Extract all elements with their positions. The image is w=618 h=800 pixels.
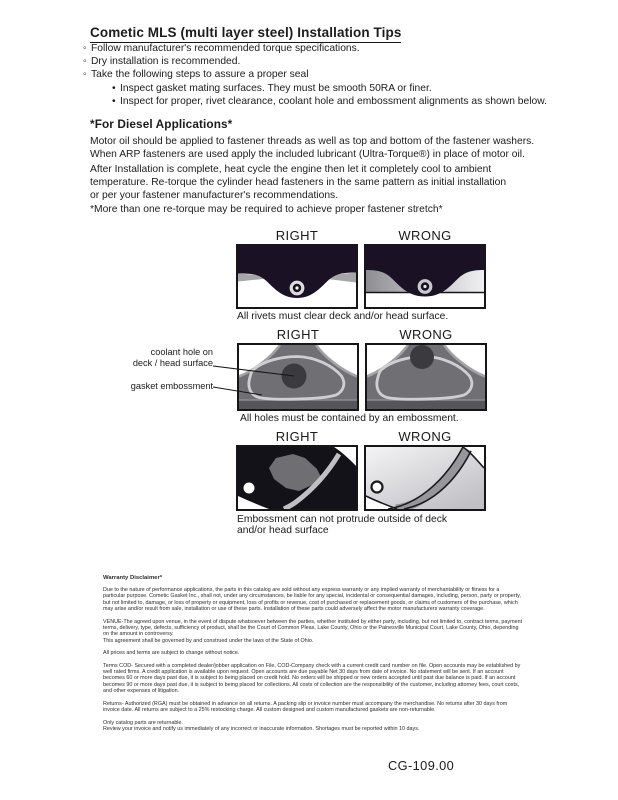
tip-text: Inspect gasket mating surfaces. They must be smooth 50RA or finer. (120, 82, 432, 94)
open-bullet-icon: ◦ (83, 69, 87, 81)
text-line: or per your fastener manufacturer's recommendations. (90, 190, 339, 201)
diesel-paragraph-2 (90, 163, 506, 202)
open-bullet-icon: ◦ (83, 43, 87, 54)
legal-paragraph: This agreement shall be governed by and construed under the laws of the State of Ohio. (103, 637, 314, 644)
text-line: temperature. Re-torque the cylinder head fasteners in the same pattern as initial installation (90, 177, 507, 188)
legal-paragraph: Only catalog parts are returnable. (103, 719, 184, 726)
right-label: RIGHT (276, 327, 320, 342)
legal-paragraph: Terms COD- Secured with a completed dealer/jobber application on File, COD-Company check with a current credit card number on file. Open accounts may be established by well rated firms. A credit application is available upon request. Open accounts are due payable Net 30 days from date of invoice. No statement will be sent. If an account becomes 60 or more days past due, it is subject to being placed on credit hold. No orders will be shipped or new orders accepted until past due balance is paid. If an account becomes 90 or more days past due, it is subject to being placed for collections. All costs of collection are the responsibility of the customer, including attorney fees, court costs, and other expenses of litigation. (103, 662, 521, 695)
gasket-embossment-callout (108, 381, 213, 392)
tip-text: Take the following steps to assure a proper seal (91, 69, 309, 81)
row3-caption (237, 514, 447, 536)
protrusion-wrong-diagram (364, 445, 486, 511)
tip-text: Inspect for proper, rivet clearance, coolant hole and embossment alignments as shown below. (120, 95, 547, 107)
filled-bullet-icon: • (112, 82, 116, 94)
open-bullet-icon: ◦ (83, 56, 87, 68)
wrong-label: WRONG (399, 327, 453, 342)
legal-paragraph: Returns- Authorized (RGA) must be obtained in advance on all returns. A packing slip or invoice number must accompany the merchandise. No returns after 30 days from invoice date. All returns are subject to a 25% restocking charge. All custom designed and custom manufactured gaskets are non-returnable. (103, 700, 508, 714)
retorque-note: *More than one re-torque may be required to achieve proper fastener stretch* (90, 204, 443, 215)
page-title: Cometic MLS (multi layer steel) Installation Tips (90, 25, 401, 43)
text-line: gasket embossment (130, 381, 213, 391)
row2-caption: All holes must be contained by an embossment. (240, 413, 459, 424)
warranty-disclaimer (103, 575, 523, 732)
text-line: Embossment can not protrude outside of deck (237, 514, 448, 525)
protrusion-right-diagram (236, 445, 358, 511)
rivet-clearance-wrong-diagram (364, 244, 486, 309)
warranty-heading: Warranty Disclaimer* (103, 575, 163, 581)
text-line: and/or head surface (237, 525, 329, 536)
text-line: After Installation is complete, heat cycle the engine then let it completely cool to ambient (90, 164, 492, 175)
text-line: Motor oil should be applied to fastener threads as well as top and bottom of the fastener washers. (90, 136, 535, 147)
list-item (83, 42, 547, 55)
hole-containment-right-diagram (237, 343, 359, 411)
wrong-label: WRONG (398, 228, 452, 243)
filled-bullet-icon: • (112, 95, 116, 107)
legal-paragraph: All prices and terms are subject to change without notice. (103, 650, 240, 657)
text-line: deck / head surface (132, 357, 213, 368)
legal-paragraph: Review your invoice and notify us immediately of any incorrect or inaccurate information. Shortages must be reported within 10 days. (103, 725, 420, 732)
rivet-clearance-right-diagram (236, 244, 358, 309)
right-label: RIGHT (275, 228, 319, 243)
list-item (83, 68, 547, 81)
text-line: coolant hole on (150, 347, 213, 357)
wrong-label: WRONG (398, 429, 452, 444)
page-code: CG-109.00 (388, 758, 455, 773)
legal-paragraph: Due to the nature of performance applications, the parts in this catalog are sold without any express warranty or any implied warranty of merchantability or fitness for a particular purpose. Cometic Gasket Inc., shall not, under any circumstances, be liable for any special, incidental or consequential damages, including, person, party or property, but not limited to, damage, or loss of property or equipment, loss of profits or revenue, cost of purchased or replacement goods, or claims of customers of the purchase, which may arise and/or result from sale, installation or use of these parts. Installation of these parts could adversely affect the motor manufacturers warranty coverage. (103, 587, 521, 613)
diesel-heading: *For Diesel Applications* (90, 117, 233, 131)
row1-caption: All rivets must clear deck and/or head surface. (237, 311, 449, 322)
tip-text: Dry installation is recommended. (91, 56, 241, 68)
installation-tips-list (83, 42, 547, 108)
text-line: When ARP fasteners are used apply the included lubricant (Ultra-Torque®) in place of motor oil. (90, 149, 525, 160)
list-item (83, 82, 547, 95)
legal-paragraph: VENUE-The agreed upon venue, in the event of dispute whatsoever between the parties, whether instituted by either party, including, but not limited to, contract terms, payment terms, delivery, type, defects, sufficiency of product, shall be the Court of Common Pleas, Lake County, Ohio or the Painesville Municipal Court, Lake County, Ohio, depending on the amount in controversy. (103, 618, 523, 638)
list-item (83, 55, 547, 68)
diesel-paragraph-1 (90, 135, 534, 161)
tip-text: Follow manufacturer's recommended torque specifications. (91, 43, 360, 54)
list-item (83, 95, 547, 108)
coolant-hole-callout (108, 347, 213, 368)
hole-containment-wrong-diagram (365, 343, 487, 411)
right-label: RIGHT (275, 429, 319, 444)
